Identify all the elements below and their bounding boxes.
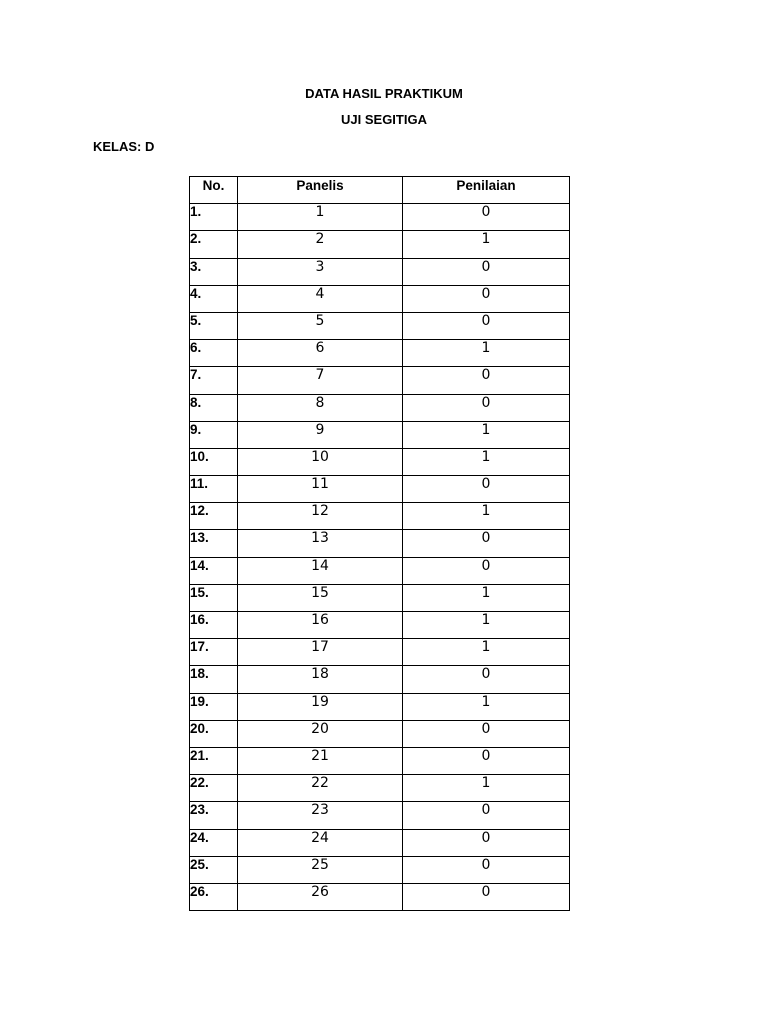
- table-row: [190, 802, 570, 829]
- table-row: [190, 476, 570, 503]
- table-row: [190, 557, 570, 584]
- row-number-cell: 6.: [190, 340, 238, 367]
- panelis-cell: 17: [238, 639, 403, 666]
- table-row: [190, 231, 570, 258]
- penilaian-cell: 0: [403, 802, 570, 829]
- penilaian-cell: 0: [403, 285, 570, 312]
- penilaian-cell: 1: [403, 775, 570, 802]
- table-row: [190, 829, 570, 856]
- table-body: [190, 204, 570, 911]
- panelis-cell: 10: [238, 448, 403, 475]
- class-label: KELAS: D: [93, 139, 155, 154]
- document-subtitle: UJI SEGITIGA: [341, 112, 427, 127]
- table-row: [190, 367, 570, 394]
- row-number-cell: 10.: [190, 448, 238, 475]
- panelis-cell: 15: [238, 584, 403, 611]
- penilaian-cell: 0: [403, 829, 570, 856]
- table-row: [190, 340, 570, 367]
- row-number-cell: 18.: [190, 666, 238, 693]
- panelis-cell: 13: [238, 530, 403, 557]
- table-row: [190, 693, 570, 720]
- row-number-cell: 16.: [190, 612, 238, 639]
- row-number-cell: 14.: [190, 557, 238, 584]
- document-title: DATA HASIL PRAKTIKUM: [305, 86, 463, 101]
- penilaian-cell: 1: [403, 693, 570, 720]
- row-number-cell: 25.: [190, 856, 238, 883]
- row-number-cell: 20.: [190, 720, 238, 747]
- panelis-cell: 9: [238, 421, 403, 448]
- table-row: [190, 883, 570, 910]
- header-panelis: Panelis: [238, 177, 403, 204]
- table-row: [190, 285, 570, 312]
- panelis-cell: 25: [238, 856, 403, 883]
- row-number-cell: 13.: [190, 530, 238, 557]
- penilaian-cell: 1: [403, 231, 570, 258]
- table-row: [190, 312, 570, 339]
- table-row: [190, 720, 570, 747]
- header-penilaian: Penilaian: [403, 177, 570, 204]
- panelis-cell: 3: [238, 258, 403, 285]
- table-row: [190, 584, 570, 611]
- penilaian-cell: 0: [403, 747, 570, 774]
- panelis-cell: 1: [238, 204, 403, 231]
- table-row: [190, 394, 570, 421]
- penilaian-cell: 0: [403, 312, 570, 339]
- row-number-cell: 7.: [190, 367, 238, 394]
- penilaian-cell: 0: [403, 557, 570, 584]
- table-row: [190, 639, 570, 666]
- panelis-cell: 16: [238, 612, 403, 639]
- penilaian-cell: 1: [403, 584, 570, 611]
- panelis-cell: 19: [238, 693, 403, 720]
- table-row: [190, 503, 570, 530]
- panelis-cell: 2: [238, 231, 403, 258]
- panelis-cell: 6: [238, 340, 403, 367]
- panelis-cell: 22: [238, 775, 403, 802]
- table-row: [190, 448, 570, 475]
- table-row: [190, 856, 570, 883]
- panelis-cell: 26: [238, 883, 403, 910]
- panelis-cell: 21: [238, 747, 403, 774]
- row-number-cell: 12.: [190, 503, 238, 530]
- penilaian-cell: 0: [403, 883, 570, 910]
- panelis-cell: 8: [238, 394, 403, 421]
- penilaian-cell: 1: [403, 340, 570, 367]
- table-row: [190, 775, 570, 802]
- penilaian-cell: 0: [403, 394, 570, 421]
- row-number-cell: 23.: [190, 802, 238, 829]
- panelis-cell: 4: [238, 285, 403, 312]
- row-number-cell: 17.: [190, 639, 238, 666]
- row-number-cell: 24.: [190, 829, 238, 856]
- panelis-cell: 14: [238, 557, 403, 584]
- row-number-cell: 8.: [190, 394, 238, 421]
- penilaian-cell: 0: [403, 367, 570, 394]
- table-row: [190, 666, 570, 693]
- penilaian-cell: 0: [403, 258, 570, 285]
- table-header-row: [190, 177, 570, 204]
- panelis-cell: 7: [238, 367, 403, 394]
- penilaian-cell: 0: [403, 720, 570, 747]
- table-row: [190, 530, 570, 557]
- table-row: [190, 421, 570, 448]
- row-number-cell: 1.: [190, 204, 238, 231]
- row-number-cell: 2.: [190, 231, 238, 258]
- row-number-cell: 26.: [190, 883, 238, 910]
- panelis-cell: 12: [238, 503, 403, 530]
- row-number-cell: 15.: [190, 584, 238, 611]
- row-number-cell: 4.: [190, 285, 238, 312]
- panelis-cell: 20: [238, 720, 403, 747]
- penilaian-cell: 1: [403, 421, 570, 448]
- penilaian-cell: 1: [403, 503, 570, 530]
- row-number-cell: 5.: [190, 312, 238, 339]
- panelis-cell: 24: [238, 829, 403, 856]
- panelis-cell: 23: [238, 802, 403, 829]
- penilaian-cell: 0: [403, 666, 570, 693]
- row-number-cell: 22.: [190, 775, 238, 802]
- row-number-cell: 21.: [190, 747, 238, 774]
- penilaian-cell: 0: [403, 856, 570, 883]
- panelis-cell: 5: [238, 312, 403, 339]
- table-row: [190, 258, 570, 285]
- penilaian-cell: 1: [403, 639, 570, 666]
- header-no: No.: [190, 177, 238, 204]
- penilaian-cell: 0: [403, 204, 570, 231]
- results-table: [189, 176, 570, 911]
- table-row: [190, 204, 570, 231]
- table-row: [190, 612, 570, 639]
- table-row: [190, 747, 570, 774]
- panelis-cell: 18: [238, 666, 403, 693]
- row-number-cell: 11.: [190, 476, 238, 503]
- row-number-cell: 9.: [190, 421, 238, 448]
- penilaian-cell: 1: [403, 612, 570, 639]
- row-number-cell: 3.: [190, 258, 238, 285]
- penilaian-cell: 1: [403, 448, 570, 475]
- row-number-cell: 19.: [190, 693, 238, 720]
- penilaian-cell: 0: [403, 530, 570, 557]
- penilaian-cell: 0: [403, 476, 570, 503]
- panelis-cell: 11: [238, 476, 403, 503]
